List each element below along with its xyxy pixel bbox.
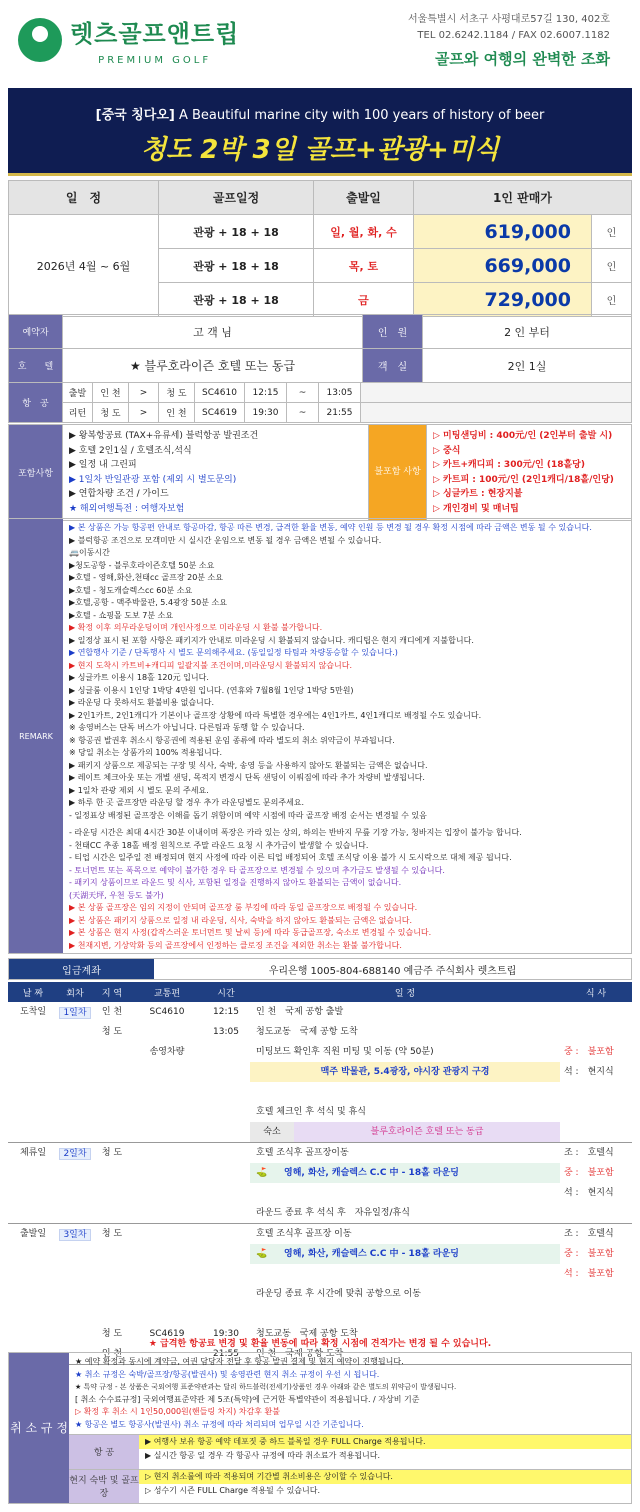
itinerary-time: [202, 1264, 250, 1284]
itinerary-plan: [250, 1203, 560, 1224]
tagline: 골프와 여행의 완벽한 조화: [434, 50, 610, 68]
cancel-line: ★ 특약 규정 - 본 상품은 국외여행 표준약관과는 달리 하드블럭(전세기)상품인 경우 아래와 같은 별도의 위약금이 발생됩니다.: [75, 1383, 457, 1391]
itinerary-plan: [250, 1062, 560, 1082]
itinerary-meal: 조 : 호텔식: [564, 1229, 614, 1239]
remark-line: ▶ 싱글룸 이용시 1인당 1박당 4만원 입니다. (연휴와 7월8월 1인당 1박당 5만원): [69, 685, 354, 695]
itinerary-region: [92, 1163, 132, 1183]
itinerary-date: 출발일: [8, 1224, 58, 1365]
header-schedule: 일 정: [9, 181, 159, 215]
flight-arr: 21:55: [319, 403, 361, 423]
plan-text: 청도교동 국제 공항 도착: [256, 1329, 358, 1339]
bank-account: [8, 958, 632, 980]
cancel-air-line: ▶ 여행사 보유 항공 예약 데포짓 중 하드 블록일 경우 FULL Charge 적용됩니다.: [139, 1435, 631, 1449]
plan-text: [250, 1264, 256, 1284]
itinerary-plan: [250, 1284, 560, 1304]
itinerary-time: 19:30: [213, 1329, 239, 1339]
price-table: [8, 180, 632, 317]
price: 669,000: [414, 249, 592, 283]
plan-text: 호텔 체크인 후 석식 및 휴식: [256, 1107, 366, 1117]
remark-line: ▶ 싱글카트 이용시 18홀 120元 입니다.: [69, 673, 209, 682]
itinerary-time: [202, 1163, 250, 1183]
itinerary-time: [202, 1102, 250, 1122]
itinerary-row: [8, 1163, 632, 1183]
itinerary-meal: 중 : 불포함: [564, 1249, 614, 1259]
price: 729,000: [414, 283, 592, 317]
itinerary-meal: [560, 1002, 632, 1022]
itinerary-meal: 석 : 불포함: [564, 1269, 614, 1279]
cancel-line: ★ 예약 확정과 동시에 계약금, 여권 담당자 전달 후 항공 발권 결제 및 현지 예약이 진행됩니다.: [75, 1357, 404, 1366]
itinerary-table: [8, 982, 632, 1365]
itinerary-region: 청 도: [101, 1027, 123, 1037]
itinerary-plan: [250, 1002, 560, 1022]
remark-line: ※ 당일 취소는 상품가의 100% 적용됩니다.: [69, 748, 223, 757]
itinerary-plan: [250, 1264, 560, 1284]
itinerary-region: [92, 1102, 132, 1122]
itinerary-time: [202, 1042, 250, 1062]
includes-list: [63, 425, 369, 521]
itinerary-region: [92, 1122, 132, 1143]
itinerary-time: 21:55: [202, 1344, 250, 1365]
exclude-item: ▷ 카트+캐디피 : 300元/인 (18홀당): [433, 460, 585, 470]
header-golf: 골프일정: [159, 181, 314, 215]
departure-days: 목, 토: [314, 249, 414, 283]
itinerary-plan: [250, 1224, 560, 1245]
remark-line: ▶ 레이트 체크아웃 또는 개별 샌딩, 목적지 변경시 단독 샌딩이 이뤄짐에 따라 추가 차량비 발생됩니다.: [69, 773, 425, 782]
itinerary-plan: [250, 1304, 560, 1324]
itinerary-region: 인 천: [101, 1007, 123, 1017]
it-header: 식 사: [560, 982, 632, 1002]
cancel-line: ▷ 확정 후 취소 시 1인50,000원(핸들링 차지) 차감후 환불: [75, 1407, 280, 1416]
bank-value: 우리은행 1005-804-688140 예금주 주식회사 렛츠트립: [268, 965, 517, 977]
itinerary-time: [202, 1062, 250, 1082]
itinerary-transport: [132, 1102, 202, 1122]
golf-round: 영해, 화산, 캐슬렉스 C.C 中 - 18홀 라운딩: [284, 1249, 459, 1259]
cancel-local-label: 현지 숙박 및 골프장: [69, 1470, 139, 1504]
itinerary-date: 도착일: [8, 1002, 58, 1143]
cancel-air-line: ▶ 실시간 항공 일 경우 각 항공사 규정에 따라 취소료가 적용됩니다.: [145, 1451, 381, 1460]
golf-round: 영해, 화산, 캐슬렉스 C.C 中 - 18홀 라운딩: [284, 1168, 459, 1178]
flight-tilde: ~: [287, 383, 319, 403]
itinerary-transport: [132, 1163, 202, 1183]
itinerary-transport: [132, 1082, 202, 1102]
contact-info: [408, 12, 610, 44]
cancel-air-label: 항 공: [69, 1435, 139, 1469]
plan-text: 호텔 조식후 골프장이동: [256, 1148, 349, 1158]
itinerary-meal: [560, 1122, 632, 1143]
itinerary-region: 청 도: [101, 1329, 123, 1339]
itinerary-transport: [132, 1224, 202, 1245]
price: 619,000: [414, 215, 592, 249]
departure-days: 금: [314, 283, 414, 317]
itinerary-transport: [132, 1183, 202, 1203]
itinerary-time: [202, 1284, 250, 1304]
itinerary-meal: [560, 1022, 632, 1042]
remark-body: [63, 519, 631, 953]
itinerary-row: [8, 1042, 632, 1062]
cancel-line: ★ 취소 규정은 숙박/골프장/항공(발권사) 및 송영관련 현지 취소 규정이 우선 시 됩니다.: [75, 1369, 380, 1379]
itinerary-plan: [250, 1163, 560, 1183]
itinerary-region: [92, 1183, 132, 1203]
remark-line: ▶ 본 상품은 현지 사정(갑작스러운 토너먼트 및 날씨 등)에 따라 동급골프장, 숙소로 변경될 수 있습니다.: [69, 928, 432, 937]
it-header: 회차: [58, 982, 92, 1002]
remark-line: - 일정표상 배정된 골프장은 이해를 돕기 위함이며 예약 시점에 따라 골프장 배정 순서는 변경될 수 있음: [69, 810, 427, 820]
exclude-item: ▷ 미팅샌딩비 : 400元/인 (2인부터 출발 시): [433, 431, 613, 441]
itinerary-time: [202, 1143, 250, 1164]
itinerary-day: 1일차: [59, 1007, 90, 1019]
period: 2026년 4월 ~ 6월: [9, 215, 159, 317]
itinerary-time: [202, 1224, 250, 1245]
itinerary-time: [202, 1082, 250, 1102]
itinerary-row: [8, 1102, 632, 1122]
includes-table: [8, 424, 632, 521]
title-banner: [8, 88, 632, 176]
itinerary-day: 3일차: [59, 1229, 90, 1241]
it-header: 시간: [202, 982, 250, 1002]
golf-logo-icon: [18, 18, 62, 62]
itinerary-plan: [250, 1102, 560, 1122]
address: 서울특별시 서초구 사평대로57길 130, 402호: [407, 14, 610, 25]
plan-text: 라운딩 종료 후 시간에 맞춰 공항으로 이동: [256, 1289, 421, 1299]
golf-flag-icon: ⛳: [256, 1168, 268, 1178]
itinerary-region: [92, 1264, 132, 1284]
itinerary-meal: 중 : 불포함: [564, 1047, 614, 1057]
remark-line: ▶ 라운딩 다 못하셔도 환불비용 없습니다.: [69, 698, 215, 707]
remark-line: ▶호텔 - 청도캐슬렉스cc 60분 소요: [69, 585, 193, 595]
includes-label: 포함사항: [9, 425, 63, 521]
header: [0, 0, 640, 84]
plan-text: [250, 1082, 256, 1102]
golf-plan: 관광 + 18 + 18: [159, 249, 314, 283]
reserver-value: 고 객 님: [63, 315, 363, 349]
flight-to: 인 천: [159, 403, 195, 423]
remark-line: ▶호텔 - 쇼핑몰 도보 7분 소요: [69, 610, 174, 620]
remark-line: ▶호텔 - 영해,화산,천태cc 골프장 20분 소요: [69, 573, 224, 582]
hotel-label: 호 텔: [9, 349, 63, 383]
plan-text: 인 천 국제 공항 출발: [256, 1007, 344, 1017]
remark-line: ▶ 패키지 상품으로 제공되는 구장 및 식사, 숙박, 송영 등을 사용하지 않아도 환불되는 금액은 없습니다.: [69, 760, 428, 770]
remark-line: ▶ 블럭항공 조건으로 모객미만 시 실시간 운임으로 변동 될 경우 금액은 변될 수 있습니다.: [69, 535, 382, 545]
logo-sub: PREMIUM GOLF: [98, 55, 212, 66]
itinerary-time: [202, 1203, 250, 1224]
itinerary-plan: [250, 1082, 560, 1102]
itinerary-row: [8, 1082, 632, 1102]
itinerary-plan: [250, 1122, 560, 1143]
flight-table: [8, 382, 632, 423]
flight-dep: 19:30: [245, 403, 287, 423]
itinerary-time: [202, 1183, 250, 1203]
itinerary-transport: [132, 1022, 202, 1042]
itinerary-meal: 석 : 현지식: [564, 1067, 614, 1077]
itinerary-row: [8, 1284, 632, 1304]
itinerary-transport: 송영차량: [149, 1047, 185, 1057]
remark-line: ▶ 본 상품은 가능 항공편 안내로 항공마감, 항공 따른 변경, 급격한 환율 변동, 예약 인원 등 변경 될 경우 확정 시점에 따라 금액은 변동 될 수 있습니다.: [69, 523, 592, 532]
exclude-item: ▷ 카트피 : 100元/인 (2인1캐디/18홀/인당): [433, 474, 614, 485]
cancel-local-line: ▷ 현지 취소룰에 따라 적용되며 기간별 취소비용은 상이할 수 있습니다.: [139, 1470, 631, 1484]
remark-line: (天湖天坪, 우천 등도 불가): [69, 890, 164, 900]
itinerary-row: [8, 1224, 632, 1245]
golf-plan: 관광 + 18 + 18: [159, 215, 314, 249]
it-header: 날 짜: [8, 982, 58, 1002]
itinerary-region: [92, 1042, 132, 1062]
info-table: [8, 314, 632, 383]
flight-arr: 13:05: [319, 383, 361, 403]
itinerary-row: [8, 1022, 632, 1042]
itinerary-meal: [560, 1102, 632, 1122]
remark-section: [8, 518, 632, 954]
it-header: 지 역: [92, 982, 132, 1002]
remark-line: ※ 항공권 발권후 취소시 항공권에 적용된 운임 종류에 따라 별도의 취소 위약금이 부과됩니다.: [69, 735, 395, 745]
include-item: ★ 해외여행특전 : 여행자보험: [69, 503, 185, 514]
flight-type: 출발: [63, 383, 93, 403]
itinerary-meal: [560, 1082, 632, 1102]
logo-name: 렛츠골프앤트립: [70, 20, 240, 48]
itinerary-region: [92, 1304, 132, 1324]
cancel-local-line: ▷ 성수기 시즌 FULL Charge 적용될 수 있습니다.: [145, 1485, 321, 1495]
it-header: 일 정: [250, 982, 560, 1002]
remark-label: REMARK: [9, 519, 63, 953]
itinerary-row: [8, 1183, 632, 1203]
flight-no: SC4610: [195, 383, 245, 403]
reserver-label: 예약자: [9, 315, 63, 349]
itinerary-plan: [250, 1143, 560, 1164]
include-item: ▶ 호텔 2인1실 / 호텔조식,석식: [69, 445, 192, 456]
flight-arrow: >: [129, 403, 159, 423]
stay-hotel: 블루호라이즌 호텔 또는 동급: [294, 1122, 560, 1142]
remark-line: - 티업 시간은 일주일 전 배정되며 현지 사정에 따라 이른 티업 배정되어 호텔 조식당 이용 불가 시 도시락으로 대체 제공 됩니다.: [69, 853, 512, 862]
flight-tilde: ~: [287, 403, 319, 423]
plan-text: 인 천 국제 공항 도착: [256, 1349, 344, 1359]
itinerary-transport: SC4619: [149, 1329, 185, 1339]
remark-line: ▶ 2인1카트, 2인1캐디가 기본이나 골프장 상황에 따라 특별한 경우에는 4인1카트, 4인1캐디로 배정될 수도 있습니다.: [69, 710, 482, 720]
itinerary-plan: [250, 1022, 560, 1042]
cancel-line: ★ 항공은 별도 항공사(발권사) 취소 규정에 따라 처리되며 업무일 시간 기준입니다.: [75, 1419, 364, 1429]
price-unit: 인: [592, 283, 632, 317]
remark-line: ▶청도공항 - 블루호라이즌호텔 50분 소요: [69, 560, 215, 570]
banner-title: 청도 2박 3일 골프+관광+미식: [140, 135, 500, 165]
remark-line: - 천태CC 추종 18홀 배정 원칙으로 주말 라운드 요청 시 추가금이 발생할 수 있습니다.: [69, 840, 369, 850]
itinerary-row: [8, 1203, 632, 1224]
itinerary-region: [92, 1203, 132, 1224]
itinerary-meal: [560, 1203, 632, 1224]
itinerary-day-cell: [58, 1002, 92, 1143]
itinerary-day: 2일차: [59, 1148, 90, 1160]
itinerary-row: [8, 1122, 632, 1143]
flight-type: 리턴: [63, 403, 93, 423]
itinerary-plan: [250, 1042, 560, 1062]
itinerary-transport: [132, 1203, 202, 1224]
price-unit: 인: [592, 215, 632, 249]
itinerary-region: 인 천: [92, 1344, 132, 1365]
remark-line: ▶ 현지 도착시 카트비+캐디피 일괄지불 조건이며,미라운딩시 환불되지 않습니다.: [69, 660, 353, 670]
remark-line: - 라운딩 시간은 최대 4시간 30분 이내이며 폭장은 카라 있는 상의, 하의는 반바지 무릎 기장 가능, 청바지는 입장이 불가능 합니다.: [69, 828, 522, 837]
header-price: 1인 판매가: [414, 181, 632, 215]
notice: ★ 급격한 항공료 변경 및 환율 변동에 따라 확정 시점에 견적가는 변경 될 수 있습니다.: [148, 1339, 492, 1349]
remark-line: ▶ 천재지변, 기상악화 등의 골프장에서 인정하는 클로징 조건을 제외한 취소는 환불 불가합니다.: [69, 940, 402, 950]
plan-text: 라운드 종료 후 석식 후 자유일정/휴식: [256, 1208, 410, 1218]
itinerary-row: [8, 1143, 632, 1164]
exclude-item: ▷ 싱글카트 : 현장지불: [433, 489, 523, 499]
itinerary-region: [92, 1082, 132, 1102]
tour-highlight: 맥주 박물관, 5.4광장, 야시장 관광지 구경: [250, 1062, 560, 1082]
exclude-item: ▷ 개인경비 및 매너팁: [433, 503, 519, 514]
remark-line: - 패키지 상품이므로 라운드 및 식사, 포함된 일정을 진행하지 않아도 환불되는 금액이 없습니다.: [69, 878, 402, 887]
include-item: ▶ 연합차량 조건 / 가이드: [69, 489, 169, 499]
people-value: 2 인 부터: [423, 315, 632, 349]
itinerary-time: 13:05: [213, 1027, 239, 1037]
remark-line: 🚐이동시간: [69, 548, 110, 557]
stay-label: 숙소: [250, 1122, 294, 1142]
itinerary-meal: 중 : 불포함: [564, 1168, 614, 1178]
flight-from: 청 도: [93, 403, 129, 423]
itinerary-date: 체류일: [8, 1143, 58, 1224]
header-departure: 출발일: [314, 181, 414, 215]
flight-no: SC4619: [195, 403, 245, 423]
include-item: ▶ 1일차 반일관광 포함 (제외 시 별도문의): [69, 474, 237, 485]
itinerary-region: 청 도: [101, 1229, 123, 1239]
itinerary-transport: [132, 1264, 202, 1284]
remark-line: ▶ 1일차 관광 제외 시 별도 문의 주세요.: [69, 785, 209, 795]
remark-line: ▶ 하루 한 곳 골프장만 라운딩 할 경우 추가 라운딩별도 문의주세요.: [69, 798, 305, 807]
remark-line: ▶ 본 상품 골프장은 임의 지정이 안되며 골프장 룸 부킹에 따라 동일 골프장으로 배정될 수 있습니다.: [69, 903, 418, 912]
itinerary-row: [8, 1062, 632, 1082]
itinerary-meal: 조 : 호텔식: [564, 1148, 614, 1158]
itinerary-region: [92, 1244, 132, 1264]
bank-label: 입금계좌: [9, 959, 154, 979]
itinerary-time: [202, 1122, 250, 1143]
logo[interactable]: [18, 14, 239, 66]
plan-text: 청도교동 국제 공항 도착: [256, 1027, 358, 1037]
golf-plan: 관광 + 18 + 18: [159, 283, 314, 317]
flight-to: 청 도: [159, 383, 195, 403]
golf-flag-icon: ⛳: [256, 1249, 268, 1259]
itinerary-region: [92, 1284, 132, 1304]
room-value: 2인 1실: [423, 349, 632, 383]
itinerary-region: [92, 1062, 132, 1082]
cancel-line: [ 취소 수수료규정] 국외여행표준약관 제 5조(특약)에 근거한 특별약관이 적용됩니다. / 자상비 기준: [75, 1394, 420, 1404]
flight-arrow: >: [129, 383, 159, 403]
itinerary-plan: [250, 1244, 560, 1264]
exclude-item: ▷ 중식: [433, 445, 461, 456]
itinerary-transport: [132, 1284, 202, 1304]
plan-text: 호텔 조식후 골프장 이동: [256, 1229, 352, 1239]
flight-dep: 12:15: [245, 383, 287, 403]
remark-line: - 토너먼트 또는 폭목으로 예약이 불가한 경우 타 골프장으로 변경될 수 있으며 추가금도 발생될 수 있습니다.: [69, 865, 445, 875]
remark-line: ※ 송영버스는 단독 버스가 아닙니다. 다른팀과 동행 할 수 있습니다.: [69, 723, 305, 732]
remark-line: ▶ 확정 이후 의무라운딩이며 개인사정으로 미라운딩 시 환불 불가합니다.: [69, 623, 323, 632]
itinerary-meal: 석 : 현지식: [564, 1188, 614, 1198]
remark-line: ▶호텔,공항 - 맥주박물관, 5.4광장 50분 소요: [69, 598, 227, 607]
remark-line: ▶ 본 상품은 패키지 상품으로 일정 내 라운딩, 식사, 숙박을 하지 않아도 환불되는 금액은 없습니다.: [69, 915, 413, 925]
remark-line: ▶ 연합행사 기준 / 단독행사 시 별도 문의해주세요. (동일일정 타팀과 차량동승할 수 있습니다.): [69, 648, 398, 657]
air-label: 항 공: [9, 383, 63, 423]
excludes-label: 불포함 사항: [369, 425, 427, 521]
plan-text: [250, 1183, 256, 1203]
itinerary-time: [202, 1304, 250, 1324]
itinerary-transport: SC4610: [149, 1007, 185, 1017]
plan-text: 미팅보드 확인후 직원 미팅 및 이동 (약 50분): [256, 1047, 434, 1057]
cancel-label: 취 소 규 정: [9, 1353, 69, 1503]
cancel-policy: [8, 1352, 632, 1504]
cancel-lines: [69, 1353, 631, 1435]
itinerary-meal: [560, 1304, 632, 1324]
banner-subtitle: A Beautiful marine city with 100 years of history of beer: [178, 108, 545, 123]
itinerary-plan: [250, 1183, 560, 1203]
hotel-value: ★ 블루호라이즌 호텔 또는 동급: [63, 349, 363, 383]
itinerary-transport: [132, 1122, 202, 1143]
itinerary-transport: [132, 1062, 202, 1082]
include-item: ▶ 일정 내 그린피: [69, 460, 137, 470]
departure-days: 일, 월, 화, 수: [314, 215, 414, 249]
itinerary-row: [8, 1264, 632, 1284]
excludes-list: [427, 425, 632, 521]
it-header: 교통편: [132, 982, 202, 1002]
price-unit: 인: [592, 249, 632, 283]
people-label: 인 원: [363, 315, 423, 349]
itinerary-row: [8, 1244, 632, 1264]
itinerary-row: [8, 1002, 632, 1022]
itinerary-transport: [132, 1244, 202, 1264]
itinerary-region: 청 도: [101, 1148, 123, 1158]
itinerary-day-cell: [58, 1143, 92, 1224]
include-item: ▶ 왕복항공료 (TAX+유류세) 블럭항공 발권조건: [69, 431, 259, 441]
plan-text: [250, 1304, 256, 1324]
itinerary-transport: [132, 1304, 202, 1324]
banner-tag: [중국 칭다오]: [95, 108, 175, 123]
cancel-air: [69, 1435, 631, 1470]
remark-line: ▶ 일정상 표시 된 포함 사항은 패키지가 안내로 미라운딩 시 환불되지 않습니다. 캐디팁은 현지 캐디에게 지불합니다.: [69, 635, 474, 645]
itinerary-time: [202, 1244, 250, 1264]
itinerary-time: 12:15: [213, 1007, 239, 1017]
itinerary-meal: [560, 1284, 632, 1304]
flight-from: 인 천: [93, 383, 129, 403]
itinerary-transport: [132, 1143, 202, 1164]
tel-fax: TEL 02.6242.1184 / FAX 02.6007.1182: [417, 30, 610, 41]
itinerary-row: [8, 1304, 632, 1324]
room-label: 객 실: [363, 349, 423, 383]
cancel-local: [69, 1470, 631, 1504]
